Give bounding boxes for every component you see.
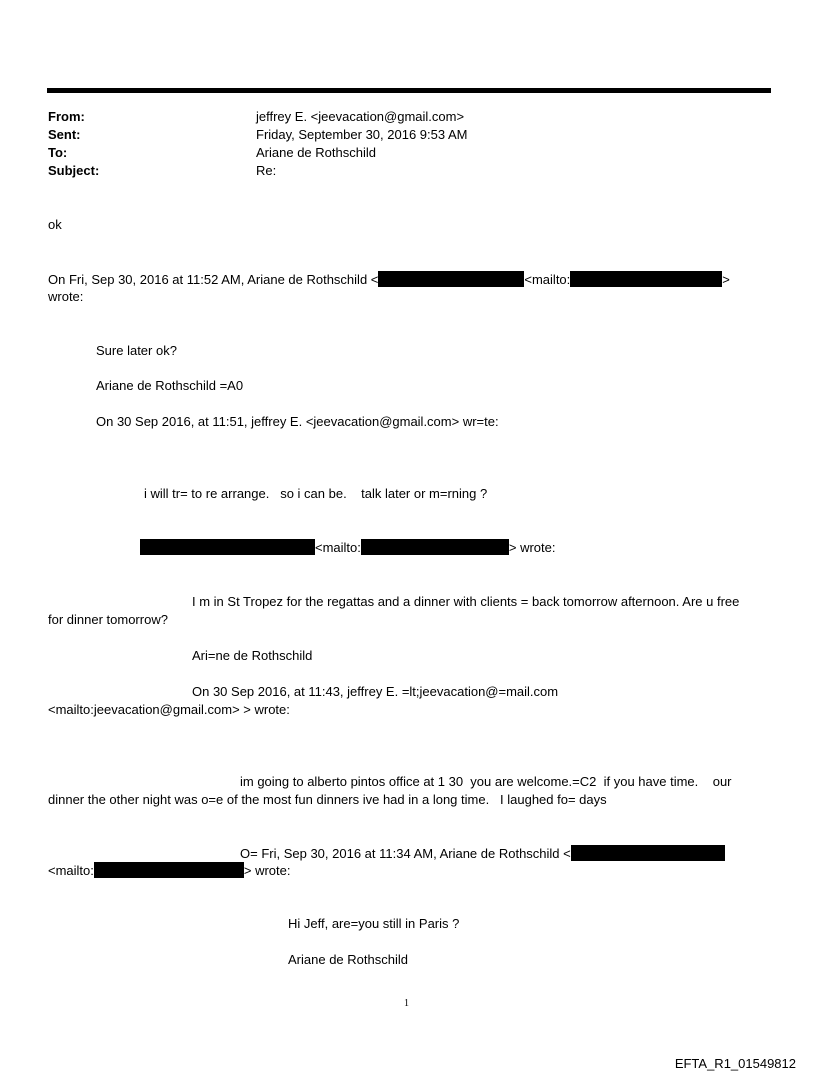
redacted-email [571,845,725,861]
wrote-label: > wrote: [243,863,291,878]
from-label: From: [48,109,85,124]
wrote-label: > wrote: [508,540,556,555]
sent-label: Sent: [48,127,81,142]
mailto-label: <mailto: [524,272,571,287]
quote-header-1-text: On Fri, Sep 30, 2016 at 11:52 AM, Ariane de Rothschild < [48,272,379,287]
quote-4-line-1: I m in St Tropez for the regattas and a dinner with clients = back tomorrow afternoon. Are u free [192,594,740,609]
quote-header-1 [48,271,730,288]
quote-6-header-text: O= Fri, Sep 30, 2016 at 11:34 AM, Ariane de Rothschild < [240,846,571,861]
reply-text: ok [48,217,62,232]
to-label: To: [48,145,68,160]
subject-label: Subject: [48,163,100,178]
quote-5-line-2: dinner the other night was o=e of the most fun dinners ive had in a long time. I laughed fo= days [48,792,607,807]
page-number: 1 [404,998,409,1009]
quote-2-signature: Ariane de Rothschild =A0 [96,378,244,393]
sent-value: Friday, September 30, 2016 9:53 AM [256,127,468,142]
mailto-label: <mailto: [48,863,94,878]
mailto-label: <mailto: [315,540,361,555]
quote-6-header-1 [240,845,725,862]
quote-4-line-2: for dinner tomorrow? [48,612,168,627]
redacted-email [570,271,722,287]
quote-2-header: On 30 Sep 2016, at 11:51, jeffrey E. <jeevacation@gmail.com> wr=te: [96,414,499,429]
quote-3-line-1: i will tr= to re arrange. so i can be. talk later or m=rning ? [144,486,488,501]
redacted-email [361,539,509,555]
document-id: EFTA_R1_01549812 [674,1056,796,1071]
quote-6-header-2 [48,862,291,879]
from-value: jeffrey E. <jeevacation@gmail.com> [256,109,465,124]
quote-4-header-1: On 30 Sep 2016, at 11:43, jeffrey E. =lt;jeevacation@=mail.com [192,684,559,699]
quote-5-line-1: im going to alberto pintos office at 1 30 you are welcome.=C2 if you have time. our [240,774,732,789]
subject-value: Re: [256,163,277,178]
quote-7-signature: Ariane de Rothschild [288,952,408,967]
to-value: Ariane de Rothschild [256,145,376,160]
quote-2-line-1: Sure later ok? [96,343,177,358]
redacted-name [140,539,315,555]
header-rule [47,88,771,93]
redacted-email [378,271,524,287]
quote-7-line-1: Hi Jeff, are=you still in Paris ? [288,916,460,931]
quote-header-1-wrote: wrote: [48,289,84,304]
quote-3-header [140,539,556,556]
quote-header-1-close: > [722,272,730,287]
quote-4-signature: Ari=ne de Rothschild [192,648,313,663]
redacted-email [94,862,244,878]
quote-4-header-2: <mailto:jeevacation@gmail.com> > wrote: [48,702,290,717]
